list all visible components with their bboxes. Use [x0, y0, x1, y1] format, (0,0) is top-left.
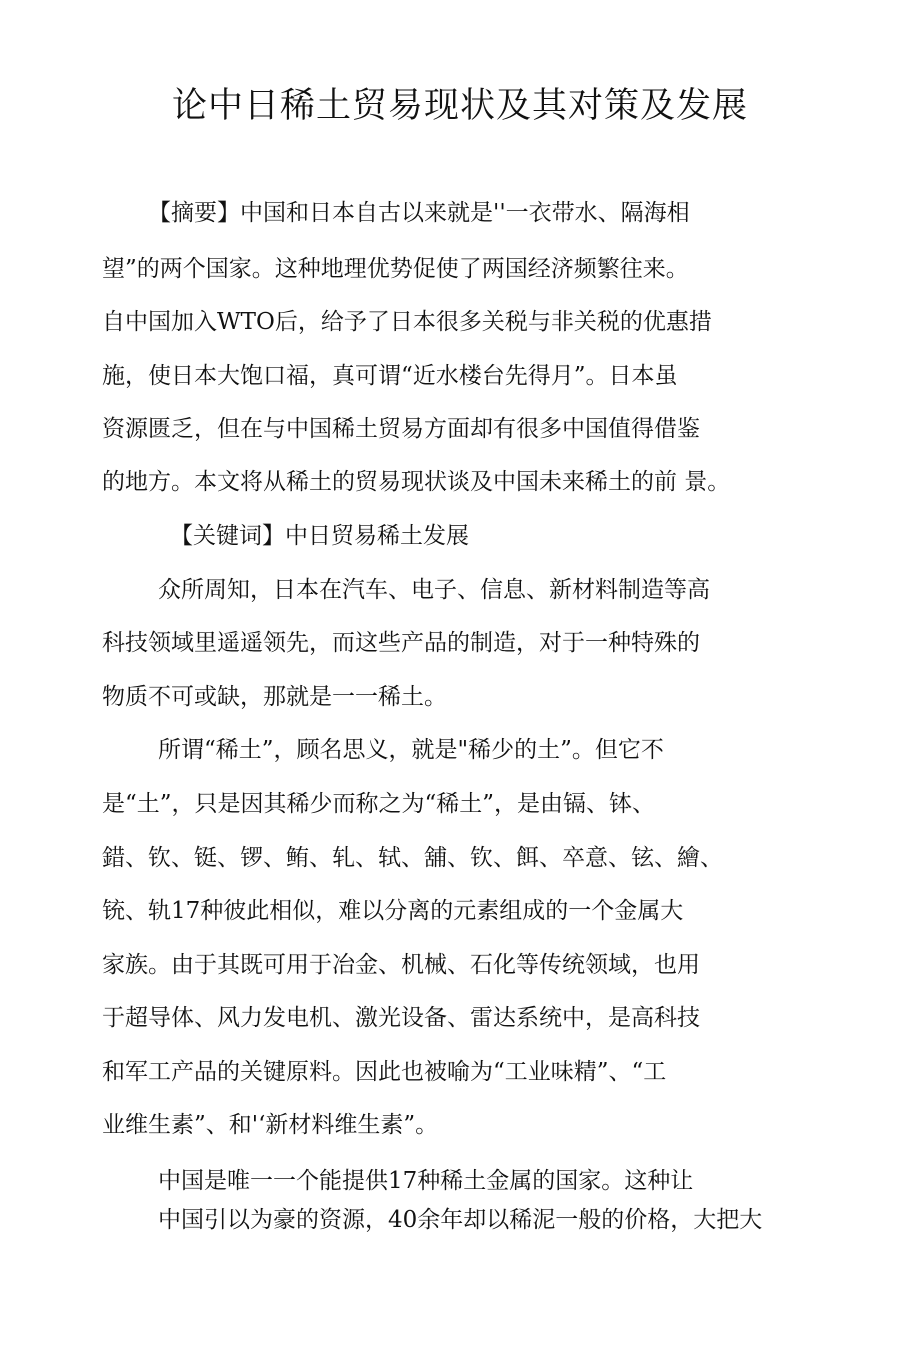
paragraph-3-line-1: 中国是唯一一个能提供17种稀土金属的国家。这种让	[158, 1168, 694, 1194]
abstract-line-2: 望”的两个国家。这种地理优势促使了两国经济频繁往来。	[102, 256, 689, 282]
paragraph-1-line-3: 物质不可或缺，那就是一一稀土。	[102, 684, 447, 710]
paragraph-2-line-4: 铳、轨17种彼此相似，难以分离的元素组成的一个金属大	[102, 898, 684, 924]
paragraph-2-line-8: 业维生素”、和'‘新材料维生素”。	[102, 1112, 439, 1138]
paragraph-3-line-2: 中国引以为豪的资源，40余年却以稀泥一般的价格，大把大	[158, 1207, 763, 1233]
abstract-line-3: 自中国加入WTO后，给予了日本很多关税与非关税的优惠措	[102, 309, 712, 335]
paragraph-2-line-6: 于超导体、风力发电机、激光设备、雷达系统中，是高科技	[102, 1005, 700, 1031]
paragraph-2-line-2: 是“土”，只是因其稀少而称之为“稀土”，是由镉、钵、	[102, 791, 656, 817]
paragraph-2-line-5: 家族。由于其既可用于冶金、机械、石化等传统领域，也用	[102, 952, 700, 978]
keywords-line: 【关键词】中日贸易稀土发展	[170, 523, 469, 549]
paragraph-2-line-1: 所谓“稀土”，顾名思义，就是"稀少的土”。但它不	[158, 737, 664, 763]
paragraph-1-line-1: 众所周知，日本在汽车、电子、信息、新材料制造等高	[158, 577, 710, 603]
abstract-line-6: 的地方。本文将从稀土的贸易现状谈及中国未来稀土的前 景。	[102, 469, 731, 495]
abstract-line-4: 施，使日本大饱口福，真可谓“近水楼台先得月”。日本虽	[102, 363, 678, 389]
paragraph-2-line-7: 和军工产品的关键原料。因此也被喻为“工业味精”、“工	[102, 1059, 667, 1085]
abstract-line-1: 【摘要】中国和日本自古以来就是''一衣带水、隔海相	[148, 200, 690, 226]
paragraph-2-line-3: 錯、钦、铤、锣、鲔、轧、轼、舖、钦、餌、卒意、铉、繪、	[102, 845, 723, 871]
abstract-line-5: 资源匮乏，但在与中国稀土贸易方面却有很多中国值得借鉴	[102, 416, 700, 442]
document-title: 论中日稀土贸易现状及其对策及发展	[171, 86, 748, 126]
paragraph-1-line-2: 科技领域里遥遥领先，而这些产品的制造，对于一种特殊的	[102, 630, 700, 656]
